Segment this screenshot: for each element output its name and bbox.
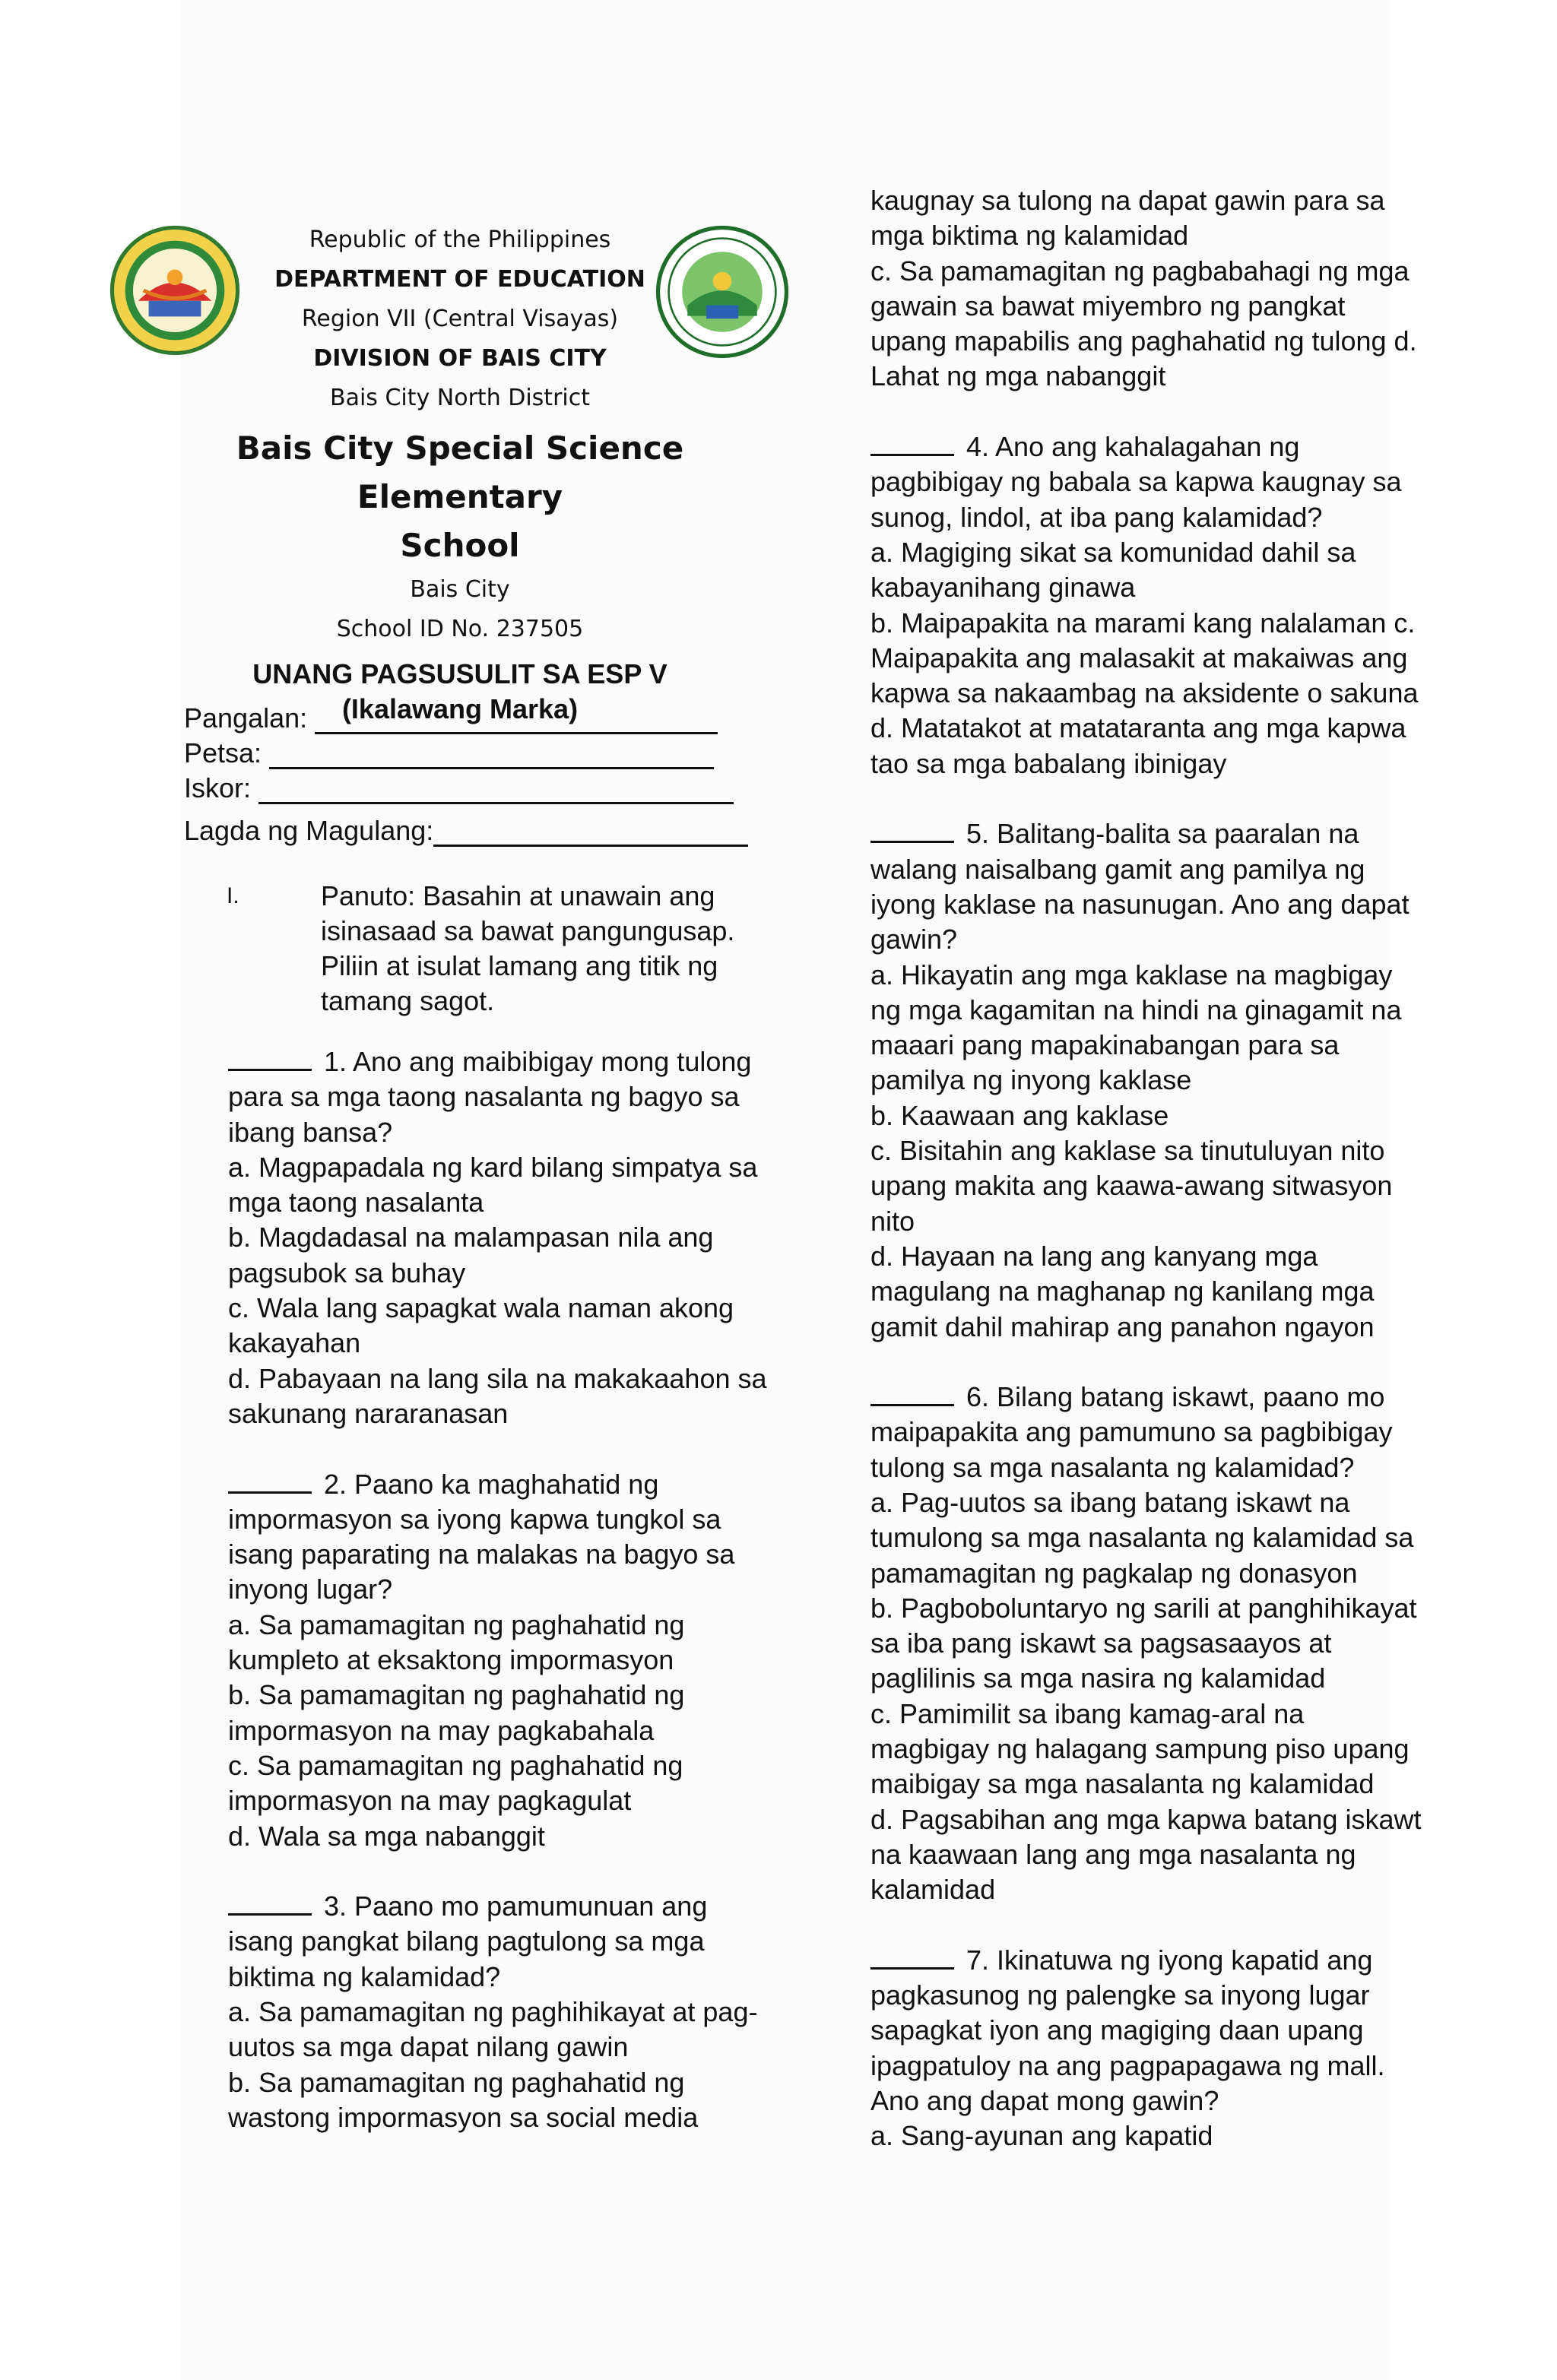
parent-signature-field[interactable] [184,812,762,847]
left-question-column [228,1044,767,2135]
score-label: Iskor: [184,772,252,803]
question-line: ibang bansa? [228,1116,393,1148]
choice-line: mga taong nasalanta [228,1187,484,1219]
question-line: biktima ng kalamidad? [228,1960,501,1992]
question-line: inyong lugar? [228,1573,393,1605]
department-line: DEPARTMENT OF EDUCATION [274,266,645,293]
answer-blank[interactable] [228,1889,312,1916]
choice-line: kaugnay sa tulong na dapat gawin para sa [870,185,1385,216]
choice-line: sa iba pang iskawt sa pagsasaayos at [870,1627,1332,1659]
choice-line: maaari pang mapakinabangan para sa [870,1029,1340,1061]
choice-line: d. Pabayaan na lang sila na makakaahon sa [228,1362,767,1394]
choice-line: a. Sang-ayunan ang kapatid [870,2120,1213,2152]
choice-line: b. Maipapakita na marami kang nalalaman c. [870,607,1416,639]
choice-line: a. Magpapadala ng kard bilang simpatya sa [228,1151,758,1183]
question-line: para sa mga taong nasalanta ng bagyo sa [228,1081,740,1113]
instruction-line: isinasaad sa bawat pangungusap. [321,915,735,946]
exam-subtitle: (Ikalawang Marka) [341,693,579,724]
question-line: ipagpatuloy na ang pagpapagawa ng mall. [870,2049,1385,2081]
choice-line: kalamidad [870,1874,996,1906]
score-blank[interactable] [258,775,734,804]
school-id-line: School ID No. 237505 [336,616,584,642]
choice-line: Maipapakita ang malasakit at makaiwas ang [870,642,1408,673]
choice-line: tumulong sa mga nasalanta ng kalamidad sa [870,1522,1414,1554]
question-line: 7. Ikinatuwa ng iyong kapatid ang [870,1943,1395,1978]
school-name-line2: School [400,527,520,564]
choice-line: a. Pag-uutos sa ibang batang iskawt na [870,1486,1350,1518]
choice-line: b. Magdadasal na malampasan nila ang [228,1222,714,1253]
date-label: Petsa: [184,737,262,769]
answer-blank[interactable] [228,1467,312,1494]
choice-line: wastong impormasyon sa social media [228,2101,699,2133]
choice-line: na kaawaan lang ang mga nasalanta ng [870,1838,1356,1870]
question-line: 4. Ano ang kahalagahan ng [870,429,1395,464]
instruction-number: I. [227,883,239,908]
question-line: 6. Bilang batang iskawt, paano mo [870,1380,1395,1415]
choice-line: d. Matatakot at matataranta ang mga kapwa [870,712,1406,744]
choice-line: kumpleto at eksaktong impormasyon [228,1644,674,1676]
question-line: gawin? [870,924,958,955]
school-name-line1: Bais City Special Science Elementary [236,429,684,515]
instruction-line: Piliin at isulat lamang ang titik ng [321,950,718,981]
instruction-line: Panuto: Basahin at unawain ang [321,880,715,911]
choice-line: kabayanihang ginawa [870,572,1136,604]
question-1 [228,1044,767,1431]
choice-line: sakunang nararanasan [228,1397,509,1429]
question-line: sapagkat iyon ang magiging daan upang [870,2014,1364,2046]
choice-line: c. Sa pamamagitan ng pagbabahagi ng mga [870,255,1410,287]
answer-blank[interactable] [870,816,954,843]
choice-line: uutos sa mga dapat nilang gawin [228,2031,629,2063]
choice-line: a. Magiging sikat sa komunidad dahil sa [870,536,1356,568]
choice-line: impormasyon na may pagkabahala [228,1714,655,1746]
question-line: pagbibigay ng babala sa kapwa kaugnay sa [870,466,1402,498]
date-field[interactable] [184,734,762,769]
question-line: impormasyon sa iyong kapwa tungkol sa [228,1503,721,1535]
choice-line: kapwa sa nakaambag na aksidente o sakuna [870,677,1419,709]
choice-line: upang makita ang kaawa-awang sitwasyon [870,1170,1393,1202]
parent-signature-label: Lagda ng Magulang: [184,815,434,846]
choice-line: Lahat ng mga nabanggit [870,360,1166,392]
choice-line: tao sa mga babalang ibinigay [870,747,1227,779]
choice-line: gamit dahil mahirap ang panahon ngayon [870,1310,1375,1342]
question-line: walang naisalbang gamit ang pamilya ng [870,853,1365,885]
question-line: isang paparating na malakas na bagyo sa [228,1539,735,1570]
choice-line: kakayahan [228,1327,361,1359]
right-question-column [870,183,1422,2154]
choice-line: upang mapabilis ang paghahatid ng tulong d. [870,325,1417,357]
question-6 [870,1380,1422,1907]
choice-line: paglilinis sa mga nasira ng kalamidad [870,1662,1326,1694]
choice-line: pamamagitan ng pagkalap ng donasyon [870,1557,1358,1589]
question-4 [870,429,1419,781]
choice-line: d. Hayaan na lang ang kanyang mga [870,1240,1318,1272]
choice-line: impormasyon na may pagkagulat [228,1785,632,1817]
answer-blank[interactable] [870,429,954,456]
question-3 [228,1889,758,2135]
name-label: Pangalan: [184,702,308,734]
choice-line: d. Pagsabihan ang mga kapwa batang iskawt [870,1803,1422,1835]
choice-line: nito [870,1205,915,1237]
exam-title: UNANG PAGSUSULIT SA ESP V [252,658,668,689]
choice-line: a. Sa pamamagitan ng paghihikayat at pag- [228,1996,758,2028]
question-7 [870,1943,1395,2154]
date-blank[interactable] [269,740,714,769]
answer-blank[interactable] [870,1380,954,1406]
choice-line: a. Hikayatin ang mga kaklase na magbigay [870,959,1393,990]
question-2 [228,1467,753,1854]
question-line: sunog, lindol, at iba pang kalamidad? [870,501,1323,533]
choice-line: c. Bisitahin ang kaklase sa tinutuluyan nito [870,1135,1385,1167]
school-seal-logo [655,225,789,359]
question-line: maipapakita ang pamumuno sa pagbibigay [870,1416,1393,1448]
choice-line: c. Sa pamamagitan ng paghahatid ng [228,1749,683,1781]
choice-line: mga biktima ng kalamidad [870,220,1189,252]
question-line: Ano ang dapat mong gawin? [870,2085,1219,2117]
student-info-fields [184,699,762,847]
answer-blank[interactable] [870,1943,954,1970]
name-field[interactable] [184,699,762,734]
parent-signature-blank[interactable] [433,817,748,847]
city-line: Bais City [410,576,510,603]
question-line: 1. Ano ang maibibigay mong tulong [228,1044,753,1079]
choice-line: b. Pagboboluntaryo ng sarili at panghihikayat [870,1592,1417,1624]
republic-line: Republic of the Philippines [309,227,611,253]
choice-line: magbigay ng halagang sampung piso upang [870,1733,1410,1765]
choice-line: pamilya ng inyong kaklase [870,1064,1192,1096]
choice-line: magulang na maghanap ng kanilang mga [870,1276,1375,1307]
question-line: tulong sa mga nasalanta ng kalamidad? [870,1451,1355,1483]
region-line: Region VII (Central Visayas) [301,306,619,332]
answer-blank[interactable] [228,1044,312,1071]
choice-line: b. Kaawaan ang kaklase [870,1099,1169,1131]
choice-line: b. Sa pamamagitan ng paghahatid ng [228,2066,685,2098]
choice-line: a. Sa pamamagitan ng paghahatid ng [228,1608,685,1640]
choice-line: c. Pamimilit sa ibang kamag-aral na [870,1697,1305,1729]
division-line: DIVISION OF BAIS CITY [313,345,607,372]
name-blank[interactable] [315,705,718,734]
question-line: 5. Balitang-balita sa paaralan na [870,816,1395,851]
question-3-continued [870,183,1417,395]
choice-line: maibigay sa mga nasalanta ng kalamidad [870,1768,1375,1800]
choice-line: pagsubok sa buhay [228,1257,466,1288]
question-line: 2. Paano ka maghahatid ng [228,1467,753,1502]
question-line: 3. Paano mo pamumunuan ang [228,1889,753,1924]
choice-line: b. Sa pamamagitan ng paghahatid ng [228,1679,685,1711]
choice-line: c. Wala lang sapagkat wala naman akong [228,1292,734,1324]
question-5 [870,816,1410,1344]
choice-line: d. Wala sa mga nabanggit [228,1820,545,1852]
score-field[interactable] [184,769,762,804]
question-line: pagkasunog ng palengke sa inyong lugar [870,1979,1370,2011]
instruction-line: tamang sagot. [321,985,495,1016]
choice-line: ng mga kagamitan na hindi na ginagamit na [870,994,1402,1025]
choice-line: gawain sa bawat miyembro ng pangkat [870,290,1346,322]
district-line: Bais City North District [330,385,590,411]
question-line: iyong kaklase na nasunugan. Ano ang dapat [870,888,1410,920]
question-line: isang pangkat bilang pagtulong sa mga [228,1925,705,1957]
